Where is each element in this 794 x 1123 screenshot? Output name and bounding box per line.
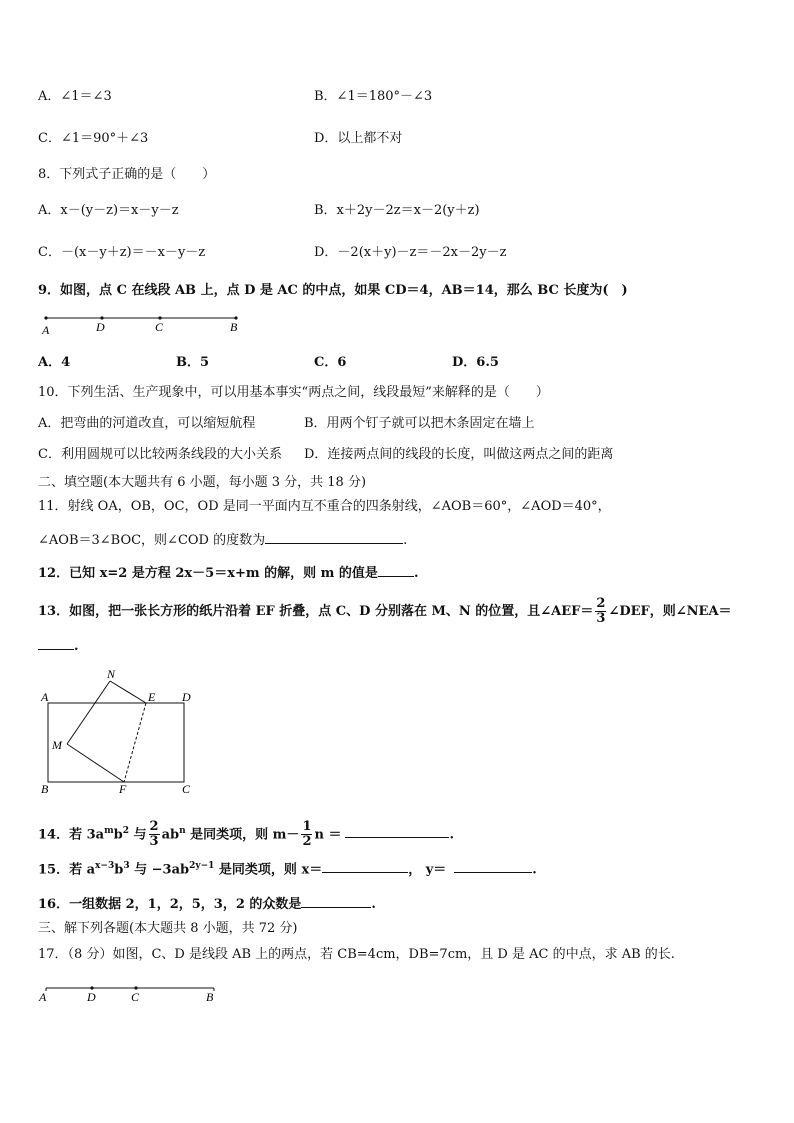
q14-text-a: 14．若 3a <box>38 827 105 843</box>
q13-line <box>38 597 732 626</box>
q9-option-c: C．6 <box>314 355 347 370</box>
q13-period: . <box>74 639 79 654</box>
q8-option-a: A．x－(y－z)＝x－y－z <box>38 203 179 218</box>
q13-fold-figure <box>38 664 208 796</box>
q8-stem: 8．下列式子正确的是（ ） <box>38 167 216 182</box>
q15-line: 15．若 $a^{x-3}b^3$ 与 $-3ab^{2y-1}$ 是同类项，则 x＝ ， y＝ . <box>38 861 537 878</box>
q13-label-e: E <box>148 690 156 704</box>
q13-label-f: F <box>119 782 127 796</box>
q16-text: 16．一组数据 2，1，2，5，3，2 的众数是 <box>38 897 302 912</box>
q16-answer-blank[interactable] <box>301 894 371 908</box>
q13-label-d: D <box>182 690 191 704</box>
q10-option-b: B．用两个钉子就可以把木条固定在墙上 <box>304 416 535 431</box>
q7-option-a: A．∠1＝∠3 <box>38 89 112 104</box>
q17-label-a: A <box>39 990 47 1004</box>
q10-option-a: A．把弯曲的河道改直，可以缩短航程 <box>38 416 256 431</box>
q7-option-c: C．∠1＝90°＋∠3 <box>38 131 149 146</box>
q12-answer-blank[interactable] <box>378 563 414 577</box>
q8-option-c: C．－(x－y＋z)＝－x－y－z <box>38 245 206 260</box>
q14-fraction-1: $\frac{2}{3}$ <box>149 819 159 850</box>
q17-stem: 17．（8 分）如图，C、D 是线段 AB 上的两点，若 CB=4cm，DB=7cm，且 D 是 AC 的中点，求 AB 的长. <box>38 947 675 962</box>
q16-line: 16．一组数据 2，1，2，5，3，2 的众数是 . <box>38 894 376 914</box>
q15-text-a: 15．若 a <box>38 862 96 878</box>
q10-option-c: C．利用圆规可以比较两条线段的大小关系 <box>38 447 282 462</box>
q12-line <box>38 563 418 583</box>
q11-text: ∠AOB＝3∠BOC，则∠COD 的度数为 <box>38 533 266 548</box>
q17-label-c: C <box>131 990 140 1004</box>
q11-period: . <box>403 533 408 548</box>
q12-text: 12．已知 x=2 是方程 2x－5＝x+m 的解，则 m 的值是 <box>38 566 378 581</box>
q13-label-b: B <box>41 782 49 796</box>
q10-option-d: D．连接两点间的线段的长度，叫做这两点之间的距离 <box>304 447 614 462</box>
q14-answer-blank[interactable] <box>345 824 449 838</box>
q9-label-c: C <box>155 320 164 334</box>
q13-label-c: C <box>182 782 191 796</box>
q11-line-2 <box>38 530 407 550</box>
q13-line-2 <box>38 636 79 656</box>
q8-option-b: B．x＋2y－2z＝x－2(y＋z) <box>314 203 480 218</box>
q9-option-a: A．4 <box>38 355 71 370</box>
q15-x-blank[interactable] <box>322 859 408 873</box>
q13-label-n: N <box>107 667 116 681</box>
q8-option-d: D．－2(x＋y)－z＝－2x－2y－z <box>314 245 507 260</box>
q7-option-b: B．∠1＝180°－∠3 <box>314 89 433 104</box>
q17-label-b: B <box>206 990 214 1004</box>
q9-label-d: D <box>96 320 105 334</box>
q13-label-m: M <box>52 738 62 752</box>
q14-fraction-2: $\frac{1}{2}$ <box>302 819 312 850</box>
q15-y-blank[interactable] <box>454 859 532 873</box>
q13-answer-blank[interactable] <box>38 636 74 650</box>
q13-text-b: ∠DEF，则∠NEA＝ <box>608 604 732 619</box>
q14-line: 14．若 $3a^mb^2$ 与 $\frac{2}{3}$ $ab^n$ 是同类项，则 m－ $\frac{1}{2}$ n ＝ . <box>38 819 454 850</box>
q13-label-a: A <box>41 690 49 704</box>
q17-segment-figure <box>38 982 228 1012</box>
q12-period: . <box>413 566 419 581</box>
q9-option-d: D．6.5 <box>452 355 499 370</box>
q11-answer-blank[interactable] <box>265 530 403 544</box>
q13-text-a: 13．如图，把一张长方形的纸片沿着 EF 折叠，点 C、D 分别落在 M、N 的位置，且∠AEF＝ <box>38 604 594 619</box>
q9-label-b: B <box>230 320 238 334</box>
q13-fraction: $\frac{2}{3}$ <box>596 596 606 626</box>
q11-line-1: 11．射线 OA，OB，OC，OD 是同一平面内互不重合的四条射线，∠AOB＝60°，∠AOD＝40°， <box>38 499 611 514</box>
q10-stem: 10．下列生活、生产现象中，可以用基本事实“两点之间，线段最短”来解释的是（ ） <box>38 385 549 400</box>
q9-segment-figure <box>38 310 248 340</box>
q9-stem: 9．如图，点 C 在线段 AB 上，点 D 是 AC 的中点，如果 CD＝4，AB＝14，那么 BC 长度为( ) <box>38 283 628 298</box>
q9-option-b: B．5 <box>176 355 210 370</box>
q9-label-a: A <box>42 323 50 337</box>
q17-label-d: D <box>87 990 96 1004</box>
section-2-heading: 二、填空题(本大题共有 6 小题，每小题 3 分，共 18 分) <box>38 475 367 490</box>
section-3-heading: 三、解下列各题(本大题共 8 小题，共 72 分) <box>38 921 298 936</box>
q7-option-d: D．以上都不对 <box>314 131 403 146</box>
